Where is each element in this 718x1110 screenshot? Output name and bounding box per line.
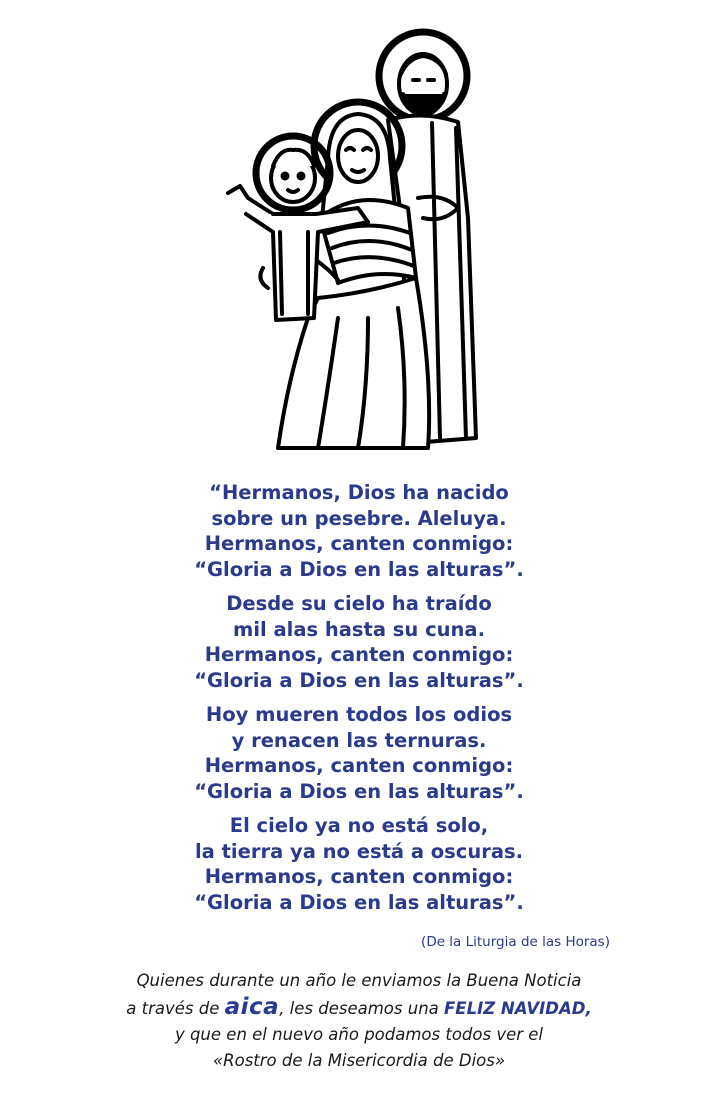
poem-line: El cielo ya no está solo, <box>229 814 489 837</box>
stanza-1 <box>0 480 718 582</box>
poem <box>0 480 718 924</box>
poem-line: “Gloria a Dios en las alturas”. <box>194 557 524 581</box>
poem-line: mil alas hasta su cuna. <box>233 617 485 641</box>
feliz-navidad: FELIZ NAVIDAD, <box>444 999 592 1018</box>
aica-brand: aica <box>224 994 280 1020</box>
poem-line: Desde su cielo ha traído <box>226 592 492 615</box>
poem-line: “Hermanos, Dios ha nacido <box>209 481 509 504</box>
holy-family-illustration <box>218 18 508 463</box>
greeting-line-1: Quienes durante un año le enviamos la Buena Noticia <box>136 971 582 990</box>
stanza-3 <box>0 702 718 804</box>
source-attribution: (De la Liturgia de las Horas) <box>421 934 610 950</box>
greeting-line-3: y que en el nuevo año podamos todos ver el <box>174 1025 544 1044</box>
poem-line: sobre un pesebre. Aleluya. <box>211 506 507 530</box>
poem-line: Hermanos, canten conmigo: <box>204 754 514 777</box>
poem-line: la tierra ya no está a oscuras. <box>194 839 524 863</box>
greeting <box>0 968 718 1074</box>
poem-line: Hermanos, canten conmigo: <box>204 643 514 666</box>
stanza-2 <box>0 591 718 693</box>
poem-line: y renacen las ternuras. <box>231 728 487 752</box>
poem-line: Hermanos, canten conmigo: <box>204 865 514 888</box>
greeting-text: , les deseamos una <box>279 999 445 1018</box>
greeting-text: a través de <box>126 999 225 1018</box>
stanza-4 <box>0 813 718 915</box>
greeting-line-2 <box>0 994 718 1022</box>
poem-line: “Gloria a Dios en las alturas”. <box>194 779 524 803</box>
poem-line: “Gloria a Dios en las alturas”. <box>194 668 524 692</box>
poem-line: “Gloria a Dios en las alturas”. <box>194 890 524 914</box>
poem-line: Hermanos, canten conmigo: <box>204 532 514 555</box>
greeting-line-4: «Rostro de la Misericordia de Dios» <box>212 1051 506 1070</box>
poem-line: Hoy mueren todos los odios <box>205 703 513 726</box>
